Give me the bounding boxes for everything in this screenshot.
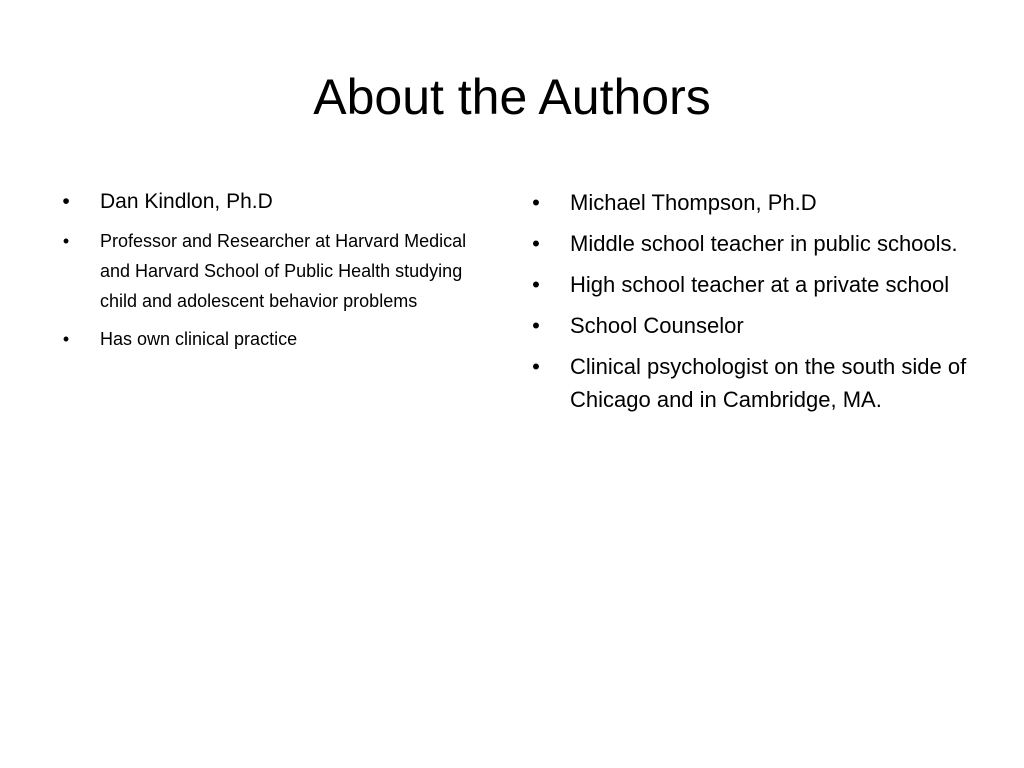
bullet-icon: • xyxy=(532,354,540,379)
right-item-text: High school teacher at a private school xyxy=(570,272,950,297)
left-list-item xyxy=(56,186,496,218)
bullet-icon: • xyxy=(532,313,540,338)
left-item-text: Professor and Researcher at Harvard Medical and Harvard School of Public Health studying child and adolescent behavior problems xyxy=(100,231,467,311)
right-item-text: School Counselor xyxy=(570,313,744,338)
right-item-text: Michael Thompson, Ph.D xyxy=(570,190,817,215)
bullet-icon: • xyxy=(532,231,540,256)
right-column-list xyxy=(526,186,976,424)
right-item-text: Middle school teacher in public schools. xyxy=(570,231,958,256)
left-item-text: Dan Kindlon, Ph.D xyxy=(100,190,273,213)
bullet-icon: • xyxy=(62,231,70,251)
bullet-icon: • xyxy=(532,190,540,215)
left-list-item xyxy=(56,324,496,354)
right-item-text: Clinical psychologist on the south side of Chicago and in Cambridge, MA. xyxy=(570,354,967,412)
right-list-item xyxy=(526,309,976,342)
bullet-icon: • xyxy=(62,190,70,213)
right-list-item xyxy=(526,268,976,301)
slide-title: About the Authors xyxy=(313,69,711,125)
right-list-item xyxy=(526,227,976,260)
bullet-icon: • xyxy=(62,329,70,349)
left-list-item xyxy=(56,226,496,316)
right-list-item xyxy=(526,186,976,219)
right-list-item xyxy=(526,350,976,416)
left-column-list xyxy=(56,186,496,362)
bullet-icon: • xyxy=(532,272,540,297)
left-item-text: Has own clinical practice xyxy=(100,329,298,349)
